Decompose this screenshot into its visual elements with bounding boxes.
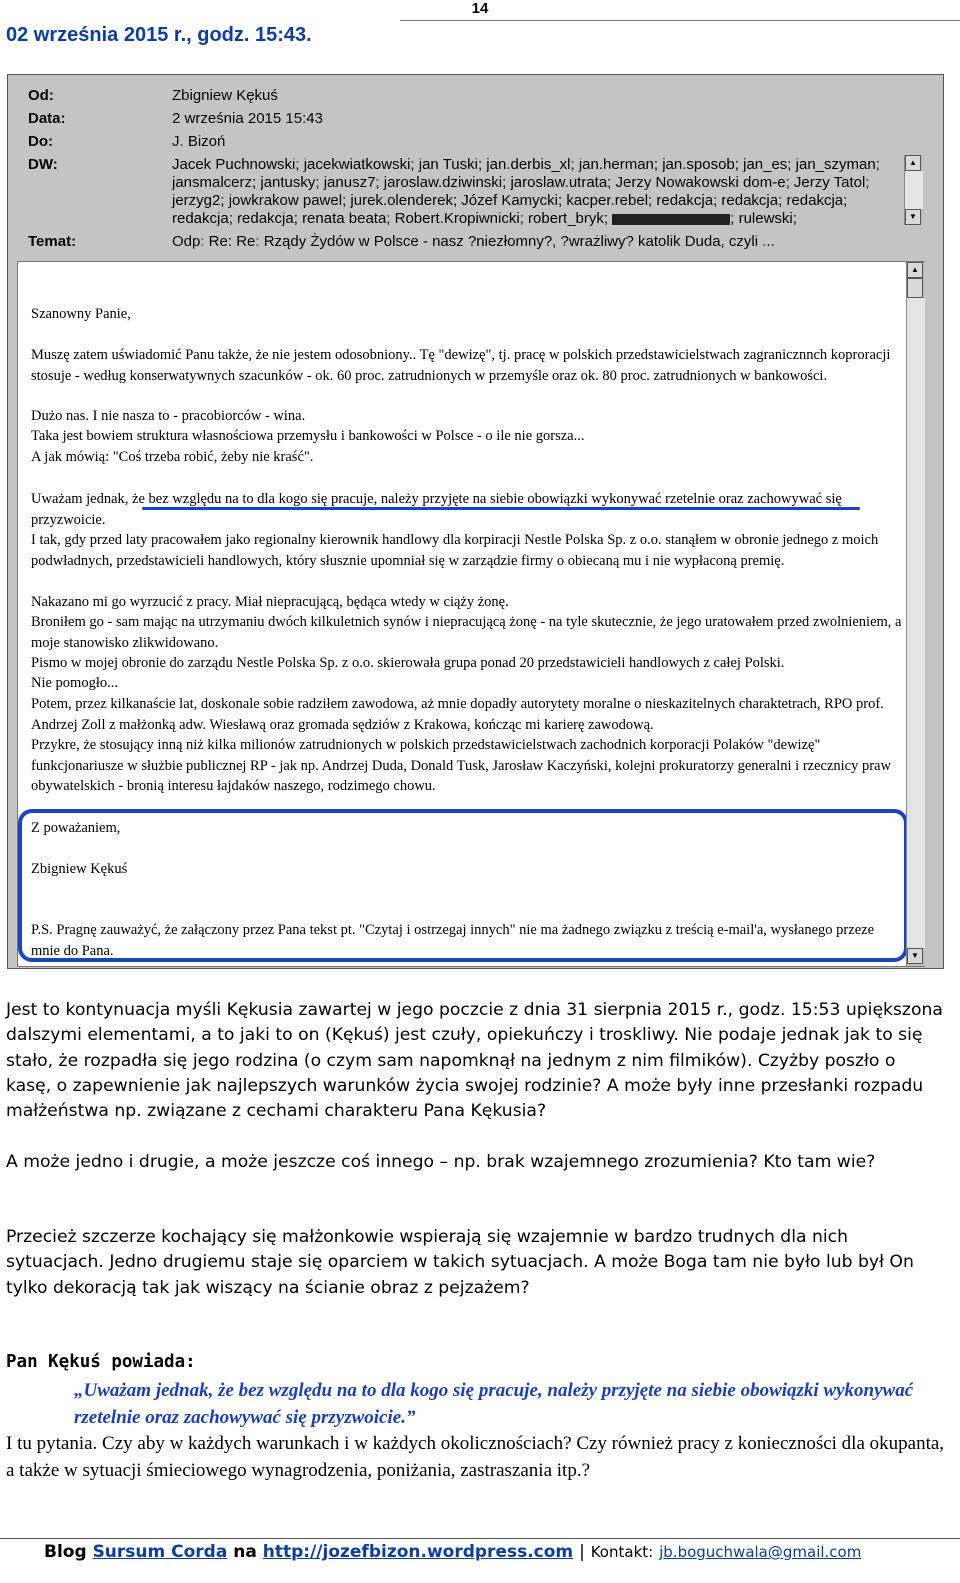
footer-email-link[interactable]: jb.boguchwala@gmail.com: [659, 1543, 862, 1561]
date-label: Data:: [28, 110, 66, 127]
footer: [44, 1542, 861, 1562]
body-paragraph: Nakazano mi go wyrzucić z pracy. Miał niepracującą, będąca wtedy w ciąży żonę.: [31, 594, 509, 610]
from-label: Od:: [28, 87, 54, 104]
cc-line: Jacek Puchnowski; jacekwiatkowski; jan Tuski; jan.derbis_xl; jan.herman; jan.sposob; jan_es; jan_szyman;: [172, 156, 880, 173]
body-paragraph: Broniłem go - sam mając na utrzymaniu dwóch kilkuletnich synów i niepracującą żonę - na tyle skutecznie, że jego uratowałem przed zwolnieniem, a moje stanowisko zlikwidowano.: [31, 614, 902, 651]
cc-line: jerzyg2; jowkrakow pawel; jurek.olenderek; Józef Kamycki; kacper.rebel; redakcja; redakcja; redakcja;: [172, 192, 848, 209]
email-subject-row: [28, 233, 892, 251]
scroll-down-arrow-icon[interactable]: ▼: [905, 209, 921, 225]
footer-url-link[interactable]: http://jozefbizon.wordpress.com: [262, 1542, 574, 1562]
cc-line: jansmalcerz; jantusky; janusz7; jaroslaw.dziwinski; jaroslaw.utrata; Jerzy Nowakowski dom-e; Jerzy Tatol;: [172, 174, 870, 191]
footer-blog-link[interactable]: Sursum Corda: [92, 1542, 228, 1562]
footer-blog-prefix: Blog: [44, 1542, 87, 1562]
body-signature: Zbigniew Kękuś: [31, 861, 128, 877]
page-number: 14: [471, 0, 489, 17]
footer-mid: na: [233, 1542, 257, 1562]
body-paragraph: Potem, przez kilkanaście lat, doskonale sobie radziłem zawodowa, aż mnie dopadły autorytety moralne o nieskazitelnych charaktetrach, RPO prof. Andrzej Zoll z małżonką adw. Wiesławą oraz gromada sędziów z Krakowa, kończąc mi karierę zawodową.: [31, 696, 884, 733]
to-value: J. Bizoń: [172, 133, 226, 150]
body-greeting: Szanowny Panie,: [31, 306, 131, 322]
cc-value: [172, 156, 892, 228]
redaction-bar: [612, 214, 730, 225]
page-date-heading: 02 września 2015 r., godz. 15:43.: [6, 24, 312, 46]
quote-label: Pan Kękuś powiada:: [6, 1352, 196, 1372]
body-postscript: P.S. Pragnę zauważyć, że załączony przez Pana tekst pt. "Czytaj i ostrzegaj innych" nie ma żadnego związku z treścią e-mail'a, wysłanego przeze mnie do Pana.: [31, 922, 875, 959]
body-scrollbar[interactable]: [906, 262, 925, 966]
body-paragraph: Muszę zatem uświadomić Panu także, że nie jestem odosobniony.. Tę "dewizę", tj. pracę w polskich przedstawicielstwach zagranicznnch koproracji stosuje - według konserwatywnych szacunków - ok. 60 proc. zatrudnionych w przemyśle oraz ok. 80 proc. zatrudnionych w bankowości.: [31, 347, 891, 384]
body-paragraph: I tak, gdy przed laty pracowałem jako regionalny kierownik handlowy dla korpiracji Nestle Polska Sp. z o.o. stanąłem w obronie jednego z moich podwładnych, przedstawicieli handlowych, który słusznie upomniał się w zarządzie firmy o obiecaną mu i nie wypłaconą premię.: [31, 532, 879, 569]
email-screenshot: [7, 74, 944, 969]
cc-scrollbar[interactable]: [904, 155, 923, 225]
cc-label: DW:: [28, 156, 58, 173]
scroll-thumb[interactable]: [907, 278, 923, 298]
email-date-row: [28, 110, 892, 128]
body-paragraph: Pismo w mojej obronie do zarządu Nestle Polska Sp. z o.o. skierowała grupa ponad 20 przedstawicieli handlowych z całej Polski.: [31, 655, 785, 671]
date-value: 2 września 2015 15:43: [172, 110, 323, 127]
body-closing: Z poważaniem,: [31, 820, 121, 836]
email-cc-row: [28, 156, 892, 228]
subject-label: Temat:: [28, 233, 77, 250]
top-rule: [400, 20, 960, 21]
footer-contact-label: Kontakt:: [590, 1543, 654, 1561]
cc-line: redakcja; redakcja; renata beata; Robert.Kropiwnicki; robert_bryk; ; rulewski;: [172, 210, 797, 227]
highlight-underline: [142, 507, 860, 510]
footer-separator: |: [579, 1542, 585, 1562]
body-paragraph: A jak mówią: "Coś trzeba robić, żeby nie kraść".: [31, 449, 314, 465]
from-value: Zbigniew Kękuś: [172, 87, 278, 104]
body-paragraph: Nie pomogło...: [31, 675, 118, 691]
email-to-row: [28, 133, 892, 151]
subject-value: Odp: Re: Re: Rządy Żydów w Polsce - nasz ?niezłomny?, ?wrażliwy? katolik Duda, czyli ...: [172, 233, 775, 250]
scroll-up-arrow-icon[interactable]: ▲: [905, 155, 921, 171]
scroll-up-arrow-icon[interactable]: ▲: [907, 262, 923, 278]
scroll-down-arrow-icon[interactable]: ▼: [907, 948, 923, 964]
footer-rule: [0, 1538, 960, 1539]
body-paragraph: Dużo nas. I nie nasza to - pracobiorców - wina.: [31, 408, 306, 424]
article-paragraph: A może jedno i drugie, a może jeszcze coś innego – np. brak wzajemnego zrozumienia? Kto tam wie?: [6, 1152, 876, 1172]
article-paragraph: Jest to kontynuacja myśli Kękusia zawartej w jego poczcie z dnia 31 sierpnia 2015 r., godz. 15:53 upiększona dalszymi elementami, a to jaki to on (Kękuś) jest czuły, opiekuńczy i troskliwy. Nie podaje jednak jak to się stało, że rozpadła się jego rodzina (o czym sam napomknął na jednym z nim filmików). Czyżby poszło o kasę, o zapewnienie jak najlepszych warunków życia swojej rodzinie? A może były inne przesłanki rozpadu małżeństwa np. związane z cechami charakteru Pana Kękusia?: [6, 1000, 943, 1122]
quote: „Uważam jednak, że bez względu na to dla kogo się pracuje, należy przyjęte na siebie obowiązki wykonywać rzetelnie oraz zachowywać się przyzwoicie.”: [74, 1380, 914, 1428]
article-paragraph: I tu pytania. Czy aby w każdych warunkach i w każdych okolicznościach? Czy również pracy z konieczności dla okupanta, a także w sytuacji śmieciowego wynagrodzenia, poniżania, zastraszania itp.?: [6, 1433, 945, 1481]
article-paragraph: Przecież szczerze kochający się małżonkowie wspierają się wzajemnie w bardzo trudnych dla nich sytuacjach. Jedno drugiemu staje się oparciem w takich sytuacjach. A może Boga tam nie było lub był On tylko dekoracją tak jak wiszący na ścianie obraz z pejzażem?: [6, 1227, 914, 1298]
body-paragraph: Taka jest bowiem struktura własnościowa przemysłu i bankowości w Polsce - o ile nie gorsza...: [31, 428, 585, 444]
body-paragraph-key: Uważam jednak, że bez względu na to dla kogo się pracuje, należy przyjęte na siebie obowiązki wykonywać rzetelnie oraz zachowywać się przyzwoicie.: [31, 491, 842, 528]
email-body: [17, 261, 925, 967]
to-label: Do:: [28, 133, 53, 150]
email-from-row: [28, 87, 892, 105]
body-paragraph: Przykre, że stosujący inną niż kilka milionów zatrudnionych w polskich przedstawicielstwach zachodnich korporacji Polaków "dewizę" funkcjonariusze w służbie publicznej RP - jak np. Andrzej Duda, Donald Tusk, Jarosław Kaczyński, kolejni prokuratorzy generalni i rzecznicy praw obywatelskich - bronią interesu łajdaków naszego, rodzimego chowu.: [31, 737, 891, 794]
